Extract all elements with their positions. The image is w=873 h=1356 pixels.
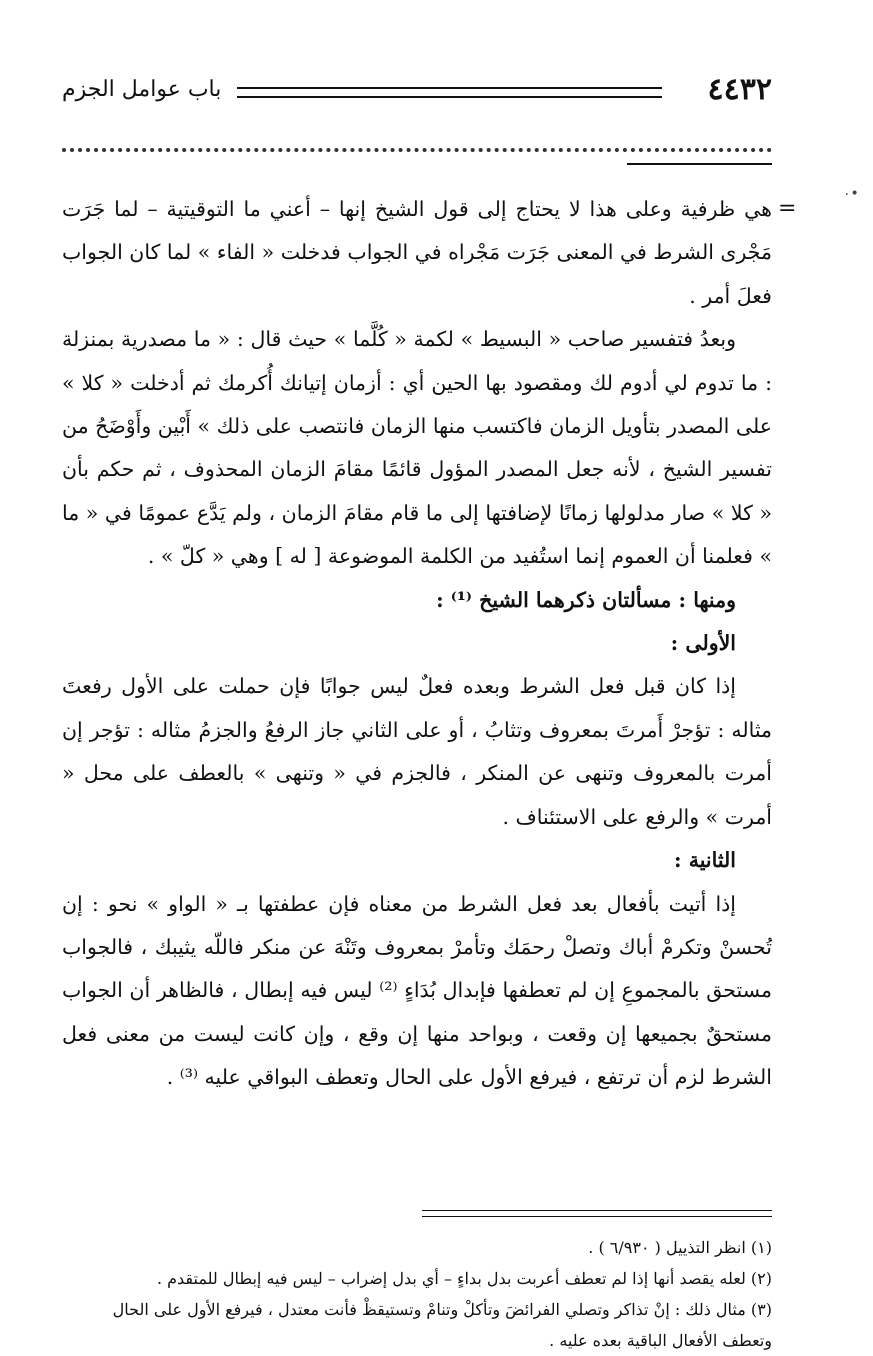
footnote-1: (١) انظر التذييل ( ٦/٩٣٠ ) . bbox=[588, 1238, 772, 1257]
page-number: ٤٤٣٢ bbox=[707, 72, 772, 107]
heading-second: الثانية : bbox=[674, 848, 736, 873]
footnote-2: (٢) لعله يقصد أنها إذا لم تعطف أعربت بدل بداءٍ – أي بدل إضراب – ليس فيه إبطال للمتقدم . bbox=[156, 1269, 772, 1288]
heading-first: الأولى : bbox=[670, 631, 736, 656]
continuation-rule bbox=[627, 163, 772, 165]
heading-two-issues: ومنها : مسألتان ذكرهما الشيخ ⁽¹⁾ : bbox=[436, 587, 736, 612]
footnotes bbox=[62, 1232, 772, 1356]
footnote-separator bbox=[422, 1210, 772, 1217]
dotted-separator bbox=[62, 148, 772, 152]
footnote-3-continuation: وتعطف الأفعال الباقية بعده عليه . bbox=[549, 1331, 772, 1350]
margin-mark: ٠• bbox=[843, 186, 859, 202]
chapter-title: باب عوامل الجزم bbox=[62, 77, 222, 102]
paragraph-second-issue: إذا أتيت بأفعال بعد فعل الشرط من معناه فإن عطفتها بـ « الواو » نحو : إن تُحسنْ وتكرمْ أباك وتصلْ رحمَك وتأمرْ بمعروف وتَنْهَ عن منكر فاللّه يثيبك ، فالجواب مستحق بالمجموعِ إن لم تعطفها فإبدال بُدَاءٍ ⁽²⁾ ليس فيه إبطال ، فالظاهر أن الجواب مستحقٌ بجميعها إن وقعت ، وبواحد منها إن وقع ، وإن كانت ليست من معنى فعل الشرط لزم أن ترتفع ، فيرفع الأول على الحال وتعطف البواقي عليه ⁽³⁾ . bbox=[62, 891, 772, 1090]
book-page bbox=[62, 60, 772, 1350]
page-header bbox=[62, 70, 772, 110]
paragraph-basit: وبعدُ فتفسير صاحب « البسيط » لكمة « كُلَّما » حيث قال : « ما مصدرية بمنزلة : ما تدوم لي أدوم لك ومقصود بها الحين أي : أزمان إتيانك أُكرمك ثم أدخلت « كلا » على المصدر بتأويل الزمان فاكتسب منها الزمان فانتصب على ذلك » أَبْين وأَوْضَحُ من تفسير الشيخ ، لأنه جعل المصدر المؤول قائمًا مقامَ الزمان المحذوف ، ثم حكم بأن « كلا » صار مدلولها زمانًا لإضافتها إلى ما قام مقامَ الزمان ، ولم يَدَّع عمومًا في « ما » فعلمنا أن العموم إنما استُفيد من الكلمة الموضوعة [ له ] وهي « كلّ » . bbox=[62, 327, 772, 569]
header-double-rule bbox=[237, 87, 662, 98]
continuation-equals-mark: = bbox=[778, 196, 797, 221]
footnote-3: (٣) مثال ذلك : إنْ تذاكر وتصلي الفرائضَ وتأكلْ وتنامْ وتستيقظْ فأنت معتدل ، فيرفع الأول على الحال bbox=[112, 1300, 772, 1319]
main-text bbox=[62, 188, 772, 1100]
paragraph-first-issue: إذا كان قبل فعل الشرط وبعده فعلٌ ليس جوابًا فإن حملت على الأول رفعتَ مثاله : تؤجرْ أَمرتَ بمعروف وتثابُ ، أو على الثاني جاز الرفعُ والجزمُ مثاله : تؤجر إن أمرت بالمعروف وتنهى عن المنكر ، فالجزم في « وتنهى » بالعطف على محل « أمرت » والرفع على الاستئناف . bbox=[62, 674, 772, 829]
paragraph-continuation: هي ظرفية وعلى هذا لا يحتاج إلى قول الشيخ إنها – أعني ما التوقيتية – لما جَرَت مَجْرى الشرط في المعنى جَرَت مَجْراه في الجواب فدخلت « الفاء » لما كان الجواب فعلَ أمر . bbox=[62, 197, 772, 308]
